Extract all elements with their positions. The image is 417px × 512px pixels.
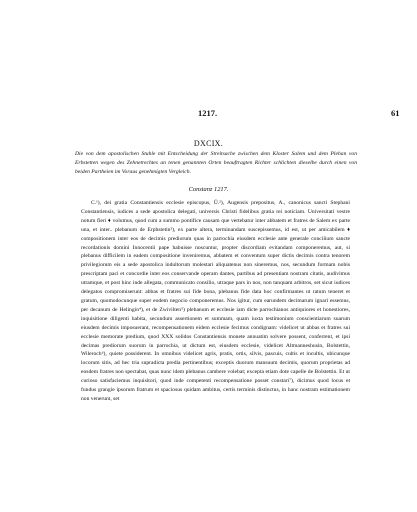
document-summary: Die von dem apostolischen Stuhle mit Entscheidung der Streitsache zwischen dem Kloster Salem und dem Pleban von Erbstetten wegen des Zehnetrechtes an tenen genannten Orten beauftragten Richter schlichten dieselbe durch einen von beiden Partheien im Voraus genehmigten Vergleich. [75, 151, 357, 176]
document-number: DXCIX. [193, 139, 224, 148]
dateline: Constanz 1217. [188, 186, 229, 193]
header-year: 1217. [198, 108, 218, 118]
body-text: C.¹), dei gratia Constantiensis ecclesie episcopus, Ů.²), Augensis prepositus, A., canonicus sancti Stephani Constantiensis, iudices a sede apostolica delegati, universis Christi fidelibus gratia rei noticiam. Universitati vestre notum fieri ♦ volumus, quod cum a summo pontifice causam que vertebatur inter abbatem et fratres de Salem ex parte una, et inter.. plebanum de Erphstetin³), ex parte altera, terminandam suscepissemus, id est, ut per amicabilem ♦ compositionem inter eos de decimis prediorum quas in parrochia eiusdem ecclesie ante generale concilium sancte recordationis domini Innocentii pape habuisse noscuntur, propter discordiam evitandam componeremus, aut, si plebanus difficilem in eadem compositione inveniremus, abbatem et conventum super dictis decimis contra tenorem privilegiorum eis a sede apostolica indultorum molestari aliquatenus non sineremus, nos, secundum formam nobis prescriptam paci et concordie inter eos conservande operam dantes, partibus ad presentiam nostram citatis, audivimus utramque, et post hinc inde allegata, communicato consilio, utraque pars in nos, non tanquam arbitros, set sicut iudices delegatos compromiserunt: abbas et fratres sui fide bona, plebanus fide data hoc confirmantes ut ratum teneret et gratum, quomodocunque super eodem negocio componeremus. Nos igitur, cum earundem decimarum ignari essemus, per decanum de Helingin⁴), et de Zwivilten⁵) plebanum et ecclesie iam dicte parrochianos antiquiores et honestiores, inquisitione diligenti habita, secundum assertionem et summam, quam iuxta testimonium conscientiarum suarum eiusdem decimis imposuerant, recompensationem eidem ecclesie fecimus condignam: videlicet ut abbas et fratres sui ecclesie memorate predium, quod XXX solidos Constantiensis monete annuatim solvere possent, conferrent, et ipsi decimas prediorum suorum in parrochia, ut dictum est, eiusdem ecclesie, videlicet Altmanneshusin, Bolstettin, Wileroch⁶), quiete possiderent. In omnibus videlicet agris, pratis, ortis, silvis, pascuis, cultis et incultis, ubicunque locorum sitis, ad hec tria supradicta predia pertinentibus; exceptis duorum mansuum decimis, quorum proprietas ad eosdem fratres non spectabat, quas nunc idem plebanus cambere volebat; excepta etiam dote capelle de Bolstettin. Et ut curioso satisfaciemus inquisitori, quod inde competenti recompensatione posset constari⁷), dicimus quod locus et fundus grangie ipsorum fratrum et spaciosus quidam ambitus, certis terminis distinctus, in hanc nostram estimationem non venerunt, set [81, 200, 350, 402]
page-number: 61 [391, 108, 400, 118]
running-header [0, 108, 417, 120]
